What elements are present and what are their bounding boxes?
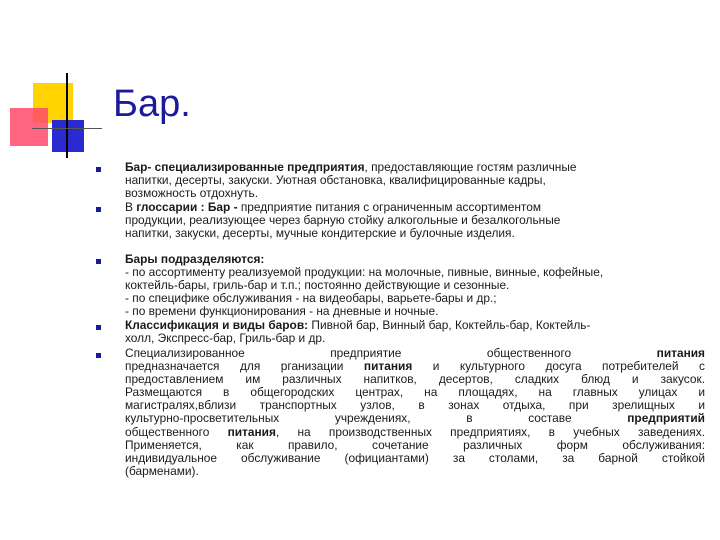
plain-text: культурно-просветительных учреждениях, в составе [125, 411, 628, 426]
bullet-square-icon [96, 325, 101, 330]
logo-vertical-line [66, 73, 68, 158]
plain-text: Специализированное предприятие общественного [125, 346, 657, 360]
bullet-square-icon [96, 353, 101, 358]
plain-text: продукции, реализующее через барную стойку алкогольные и безалкогольные [125, 213, 561, 228]
bold-text: Бар- специализированные предприятия [125, 160, 365, 174]
bullet-item-glossary [95, 201, 705, 253]
plain-text: Размещаются в общегородских центрах, на площадях, на главных улицах и [125, 385, 705, 400]
plain-text: индивидуальное обслуживание (официантами) за столами, за барной стойкой [125, 450, 705, 465]
text-line [125, 332, 705, 345]
plain-text: , предоставляющие гостям различные [364, 160, 577, 174]
plain-text: магистралях,вблизи транспортных узлов, в зонах отдыха, при зрелищных и [125, 398, 705, 413]
plain-text: Применяется, как правило, сочетание различных форм обслуживания: [125, 437, 705, 452]
bold-text: глоссарии : Бар - [136, 200, 241, 214]
bullet-square-icon [96, 207, 101, 212]
text-line [125, 452, 705, 465]
plain-text: - по специфике обслуживания - на видеобары, варьете-бары и др.; [125, 291, 497, 306]
bold-text: предприятий [627, 411, 705, 426]
text-line [125, 227, 705, 240]
bullet-item-subdivision [95, 253, 705, 319]
plain-text: (барменами). [125, 463, 199, 478]
bullet-square-icon [96, 167, 101, 172]
bold-text: питания [363, 359, 413, 374]
bullet-text [125, 253, 705, 318]
bullet-text [125, 347, 705, 478]
plain-text: предназначается для рганизации [125, 359, 364, 374]
plain-text: и культурного досуга потребителей с [412, 359, 705, 374]
plain-text: - по ассортименту реализуемой продукции: на молочные, пивные, винные, кофейные, [125, 265, 604, 280]
bullet-text [125, 201, 705, 240]
slide-logo [0, 0, 110, 170]
bullet-text [125, 161, 705, 200]
plain-text: - по времени функционирования - на дневные и ночные. [125, 304, 439, 319]
text-line [125, 305, 705, 318]
plain-text: холл, Экспресс-бар, Гриль-бар и др. [125, 331, 326, 346]
bullet-text [125, 319, 705, 345]
bullet-list [95, 161, 705, 478]
slide-title: Бар. [113, 83, 191, 125]
plain-text: В [125, 200, 137, 214]
logo-red-square [10, 108, 48, 146]
plain-text: , на производственных предприятиях, в учебных заведениях. [275, 424, 705, 439]
bold-text: питания [227, 424, 276, 439]
bullet-item-classification [95, 319, 705, 347]
plain-text: напитки, закуски, десерты, мучные кондитерские и булочные изделия. [125, 226, 515, 241]
logo-horizontal-line [32, 128, 102, 129]
bullet-item-description [95, 347, 705, 478]
plain-text: общественного [125, 424, 228, 439]
bold-text: питания [656, 346, 705, 360]
bold-text: Бары подразделяются: [125, 252, 265, 266]
bold-text: Классификация и виды баров: [125, 318, 312, 332]
plain-text: возможность отдохнуть. [125, 186, 259, 201]
plain-text: предоставлением им различных напитков, десертов, сладких блюд и закусок. [125, 372, 705, 387]
text-line [125, 465, 705, 478]
plain-text: Пивной бар, Винный бар, Коктейль-бар, Коктейль- [311, 318, 591, 332]
logo-blue-square [52, 120, 84, 152]
plain-text: коктейль-бары, гриль-бар и т.п.; постоянно действующие и сезонные. [125, 278, 510, 293]
plain-text: предприятие питания с ограниченным ассортиментом [240, 200, 542, 214]
text-line [125, 187, 705, 200]
bullet-item-definition [95, 161, 705, 201]
bullet-square-icon [96, 259, 101, 264]
plain-text: напитки, десерты, закуски. Уютная обстановка, квалифицированные кадры, [125, 173, 546, 188]
